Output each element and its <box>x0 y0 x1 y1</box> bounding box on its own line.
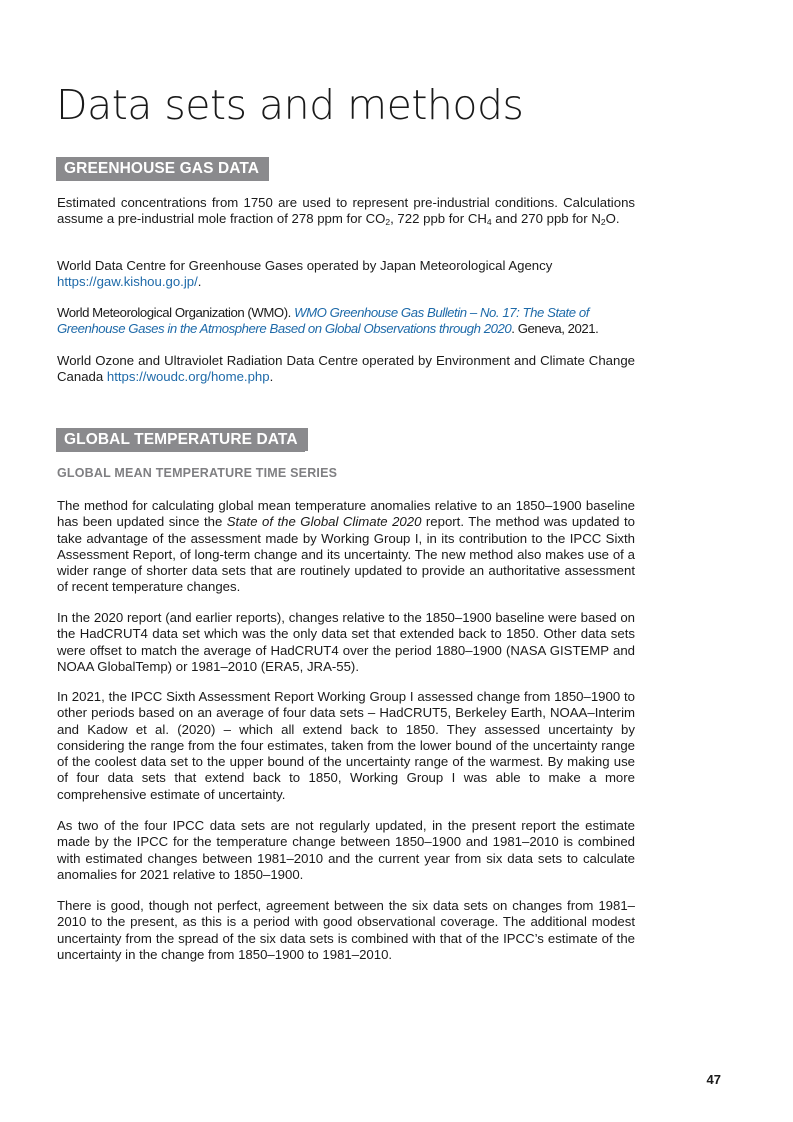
section-heading-temperature: GLOBAL TEMPERATURE DATA <box>56 428 308 451</box>
paragraph-concentrations: Estimated concentrations from 1750 are used to represent pre-industrial conditions. Calculations assume a pre-industrial mole fraction of 278 ppm for $CO_2$, 722 ppb for $CH_4$ and 270 ppb for $N_2O$. <box>57 195 635 228</box>
link-wmo-bulletin[interactable]: WMO Greenhouse Gas Bulletin – No. 17: The State of Greenhouse Gases in the Atmosphere Based on Global Observations through 2020 <box>57 305 589 337</box>
section-divider <box>56 451 305 452</box>
link-woudc[interactable]: https://woudc.org/home.php <box>106 369 270 385</box>
paragraph-agreement: There is good, though not perfect, agreement between the six data sets on changes from 1981–2010 to the present, as this is a period with good observational coverage. The additional modest uncertainty from the spread of the six data sets is combined with that of the IPCC’s estimate of the uncertainty in the change from 1850–1900 to 1981–2010. <box>57 898 635 962</box>
page-number: 47 <box>706 1072 721 1087</box>
paragraph-combination: As two of the four IPCC data sets are not regularly updated, in the present report the estimate made by the IPCC for the temperature change between 1850–1900 and 1981–2010 is combined with estimated changes between 1981–2010 and the current year from six data sets to calculate anomalies for 2021 relative to 1850–1900. <box>57 818 635 882</box>
reference-wmo-bulletin: World Meteorological Organization (WMO). WMO Greenhouse Gas Bulletin – No. 17: The State of Greenhouse Gases in the Atmosphere Based on Global Observations through 2020. Geneva, 2021. <box>57 305 599 337</box>
page-title: Data sets and methods <box>56 81 524 129</box>
paragraph-2020-report: In the 2020 report (and earlier reports), changes relative to the 1850–1900 baseline were based on the HadCRUT4 data set which was the only data set that extended back to 1850. Other data sets were offset to match the average of HadCRUT4 over the period 1880–1900 (NASA GISTEMP and NOAA GlobalTemp) or 1981–2010 (ERA5, JRA-55). <box>57 610 635 674</box>
subsection-heading: GLOBAL MEAN TEMPERATURE TIME SERIES <box>57 466 338 480</box>
paragraph-method: The method for calculating global mean temperature anomalies relative to an 1850–1900 baseline has been updated since the State of the Global Climate 2020 report. The method was updated to take advantage of the assessment made by Working Group I, in its contribution to the IPCC Sixth Assessment Report, of long-term change and its uncertainty. The new method also makes use of a wider range of shorter data sets that are routinely updated to provide an authoritative assessment of recent temperature changes. <box>57 498 635 595</box>
paragraph-ipcc-2021: In 2021, the IPCC Sixth Assessment Report Working Group I assessed change from 1850–1900 to other periods based on an average of four data sets – HadCRUT5, Berkeley Earth, NOAA–Interim and Kadow et al. (2020) – which all extend back to 1850. They assessed uncertainty by considering the range from the four estimates, taken from the lower bound of the uncertainty range of the coolest data set to the upper bound of the uncertainty range of the warmest. By making use of four data sets that extend back to 1850, Working Group I was able to make a more comprehensive estimate of uncertainty. <box>57 689 635 802</box>
link-wdcgg[interactable]: https://gaw.kishou.go.jp/ <box>57 274 198 290</box>
reference-wdcgg: World Data Centre for Greenhouse Gases operated by Japan Meteorological Agency https://gaw.kishou.go.jp/. <box>57 258 553 290</box>
reference-woudc: World Ozone and Ultraviolet Radiation Data Centre operated by Environment and Climate Change Canada https://woudc.org/home.php. <box>57 353 635 385</box>
section-heading-greenhouse: GREENHOUSE GAS DATA <box>56 157 269 180</box>
section-divider <box>56 180 269 181</box>
